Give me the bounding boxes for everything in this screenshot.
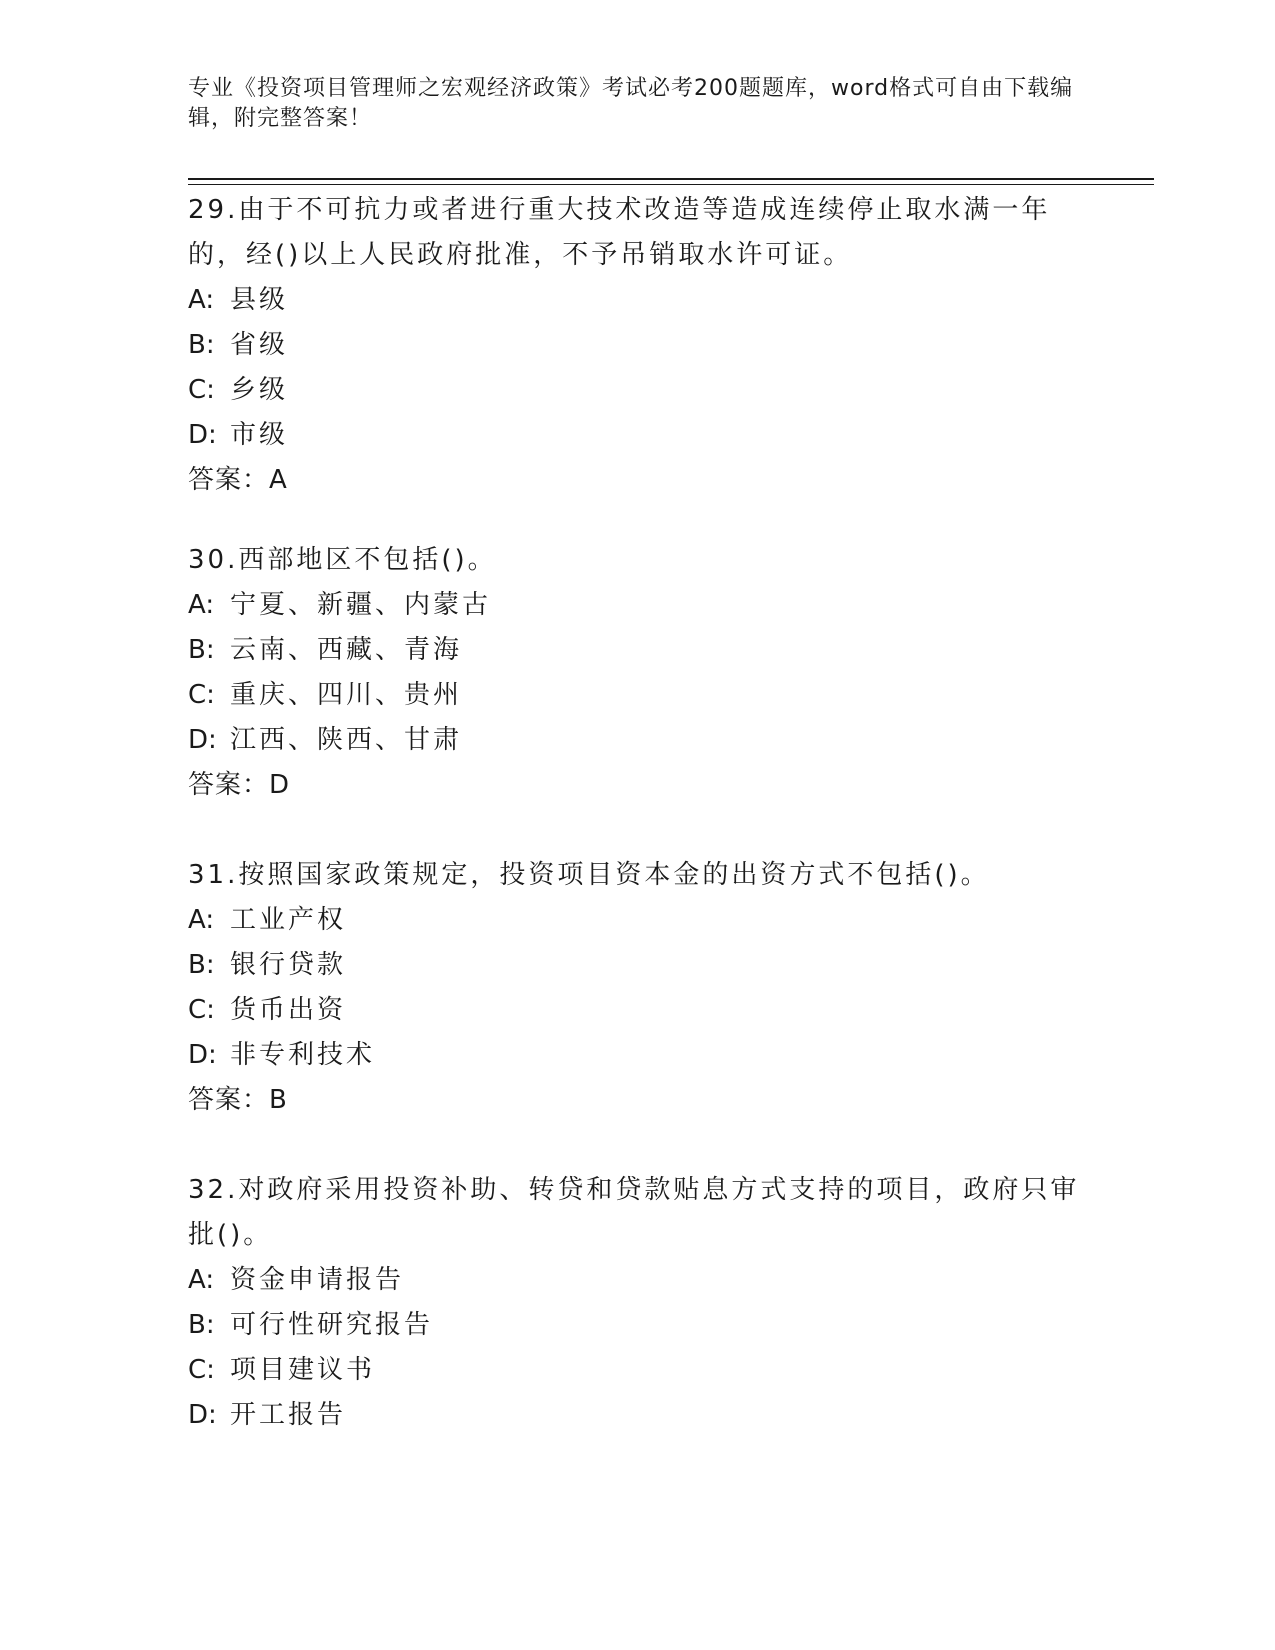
option-text: 乡级 xyxy=(230,375,289,405)
option-c xyxy=(188,1348,1088,1393)
option-d xyxy=(188,718,1088,763)
question-30 xyxy=(188,538,1088,808)
question-31 xyxy=(188,853,1088,1123)
option-b xyxy=(188,1303,1088,1348)
option-a xyxy=(188,898,1088,943)
option-text: 市级 xyxy=(230,420,289,450)
question-stem: 31.按照国家政策规定，投资项目资本金的出资方式不包括()。 xyxy=(188,860,990,890)
option-letter: C: xyxy=(188,1355,215,1385)
question-29 xyxy=(188,188,1088,503)
option-text: 非专利技术 xyxy=(230,1040,376,1070)
option-text: 江西、陕西、甘肃 xyxy=(230,725,463,755)
option-letter: B: xyxy=(188,1310,215,1340)
option-text: 货币出资 xyxy=(230,995,347,1025)
option-letter: C: xyxy=(188,680,215,710)
option-letter: B: xyxy=(188,330,215,360)
option-letter: A: xyxy=(188,590,215,620)
option-letter: A: xyxy=(188,285,215,315)
option-b xyxy=(188,323,1088,368)
option-d xyxy=(188,1033,1088,1078)
option-c xyxy=(188,673,1088,718)
document-header: 专业《投资项目管理师之宏观经济政策》考试必考200题题库，word格式可自由下载编辑，附完整答案！ xyxy=(188,76,1074,131)
option-letter: D: xyxy=(188,1040,217,1070)
option-text: 开工报告 xyxy=(230,1400,347,1430)
option-text: 宁夏、新疆、内蒙古 xyxy=(230,590,492,620)
question-32 xyxy=(188,1168,1088,1438)
answer-line: 答案：D xyxy=(188,770,291,800)
answer-line: 答案：A xyxy=(188,465,288,495)
question-stem: 32.对政府采用投资补助、转贷和贷款贴息方式支持的项目，政府只审批()。 xyxy=(188,1175,1080,1250)
option-text: 云南、西藏、青海 xyxy=(230,635,463,665)
option-text: 银行贷款 xyxy=(230,950,347,980)
option-letter: B: xyxy=(188,635,215,665)
option-b xyxy=(188,628,1088,673)
option-c xyxy=(188,368,1088,413)
question-stem: 29.由于不可抗力或者进行重大技术改造等造成连续停止取水满一年的，经()以上人民政府批准，不予吊销取水许可证。 xyxy=(188,195,1051,270)
option-letter: C: xyxy=(188,995,215,1025)
option-text: 省级 xyxy=(230,330,289,360)
question-stem: 30.西部地区不包括()。 xyxy=(188,545,497,575)
option-letter: A: xyxy=(188,905,215,935)
option-text: 项目建议书 xyxy=(230,1355,376,1385)
option-a xyxy=(188,278,1088,323)
option-letter: B: xyxy=(188,950,215,980)
option-letter: D: xyxy=(188,725,217,755)
option-a xyxy=(188,583,1088,628)
option-letter: D: xyxy=(188,1400,217,1430)
option-letter: D: xyxy=(188,420,217,450)
header-divider-thick xyxy=(188,178,1154,180)
option-letter: A: xyxy=(188,1265,215,1295)
answer-line: 答案：B xyxy=(188,1085,288,1115)
option-letter: C: xyxy=(188,375,215,405)
option-text: 重庆、四川、贵州 xyxy=(230,680,463,710)
option-text: 可行性研究报告 xyxy=(230,1310,434,1340)
option-a xyxy=(188,1258,1088,1303)
option-text: 工业产权 xyxy=(230,905,347,935)
option-d xyxy=(188,413,1088,458)
option-b xyxy=(188,943,1088,988)
option-text: 资金申请报告 xyxy=(230,1265,405,1295)
option-text: 县级 xyxy=(230,285,289,315)
option-d xyxy=(188,1393,1088,1438)
option-c xyxy=(188,988,1088,1033)
header-divider-thin xyxy=(188,184,1154,185)
